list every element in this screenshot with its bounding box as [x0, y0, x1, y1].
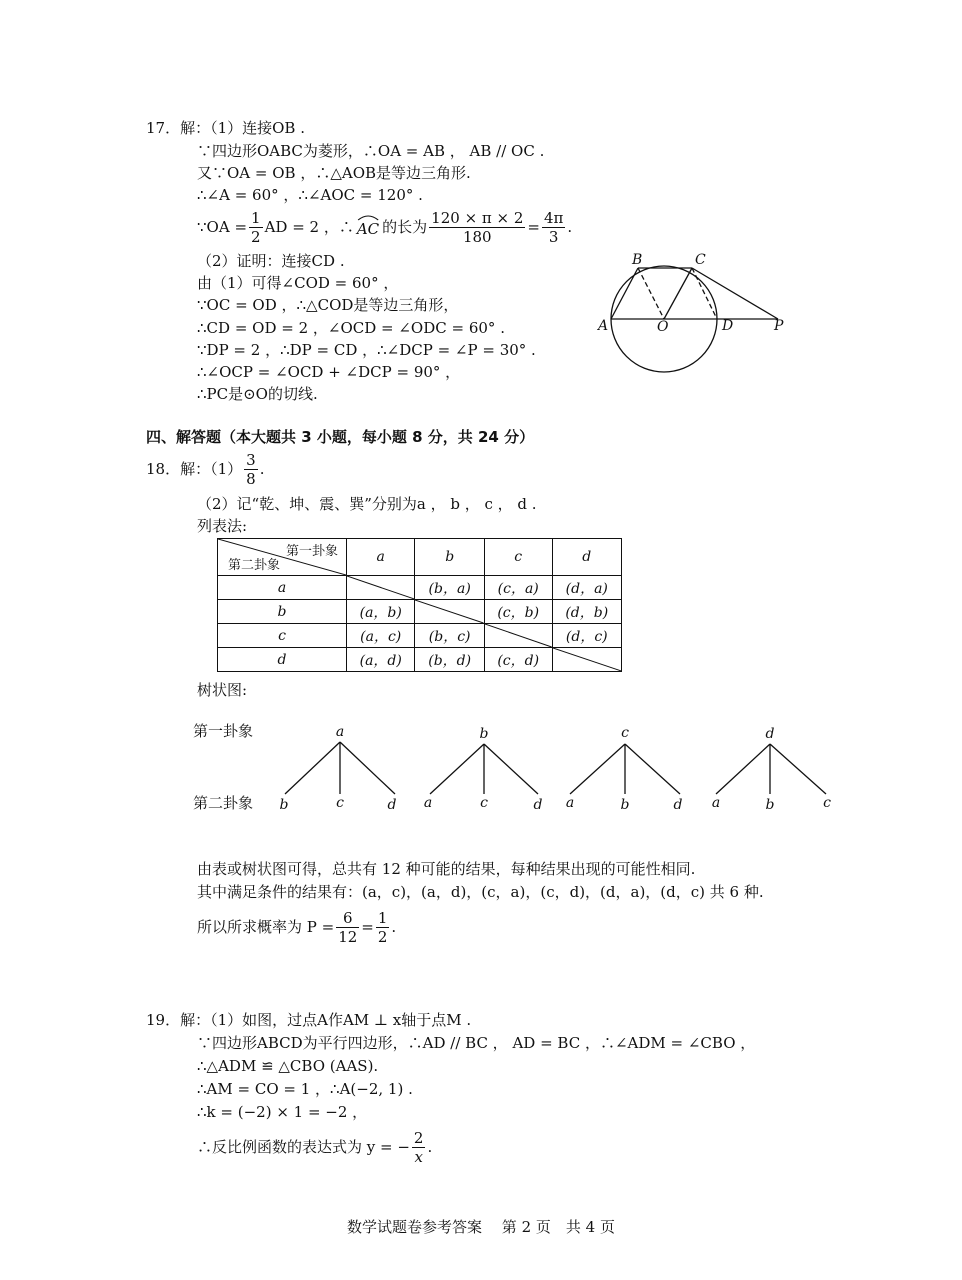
table-cell: (c，b): [484, 600, 552, 624]
table-header-top: 第一卦象: [285, 544, 338, 559]
table-row: [218, 600, 622, 624]
tree-leaf: c: [823, 795, 831, 811]
tree-diagram-title: 树状图:: [197, 681, 248, 699]
diagonal-line-icon: [347, 576, 414, 599]
tree-leaf: d: [673, 797, 683, 813]
table-col-header: a: [347, 539, 415, 576]
p19-line-1: 19．解：（1）如图，过点A作AM ⊥ x轴于点M .: [146, 1011, 472, 1029]
diagonal-line-icon: [485, 624, 552, 647]
circle-tangent-figure: [590, 248, 795, 380]
fraction-4pi-3: $\frac{4\pi}{3}$: [544, 208, 564, 246]
p17-line-5: [197, 205, 572, 249]
tree-leaf: a: [711, 795, 721, 811]
label-b: B: [632, 252, 643, 268]
tree-leaf: b: [620, 797, 630, 813]
table-col-header: c: [484, 539, 552, 576]
p18-l1-text: 18．解：（1）: [146, 460, 243, 478]
p19-l6-period: .: [427, 1138, 433, 1156]
p19-line-2: ∵四边形ABCD为平行四边形，∴AD // BC ， AD = BC ，∴∠ADM = ∠CBO ，: [197, 1034, 756, 1052]
p17-l5-text-b: AD = 2 ，∴: [264, 218, 354, 236]
diagonal-line-icon: [415, 600, 483, 623]
p18-l6-period: .: [391, 918, 397, 936]
tree-leaf: a: [565, 795, 575, 811]
tree-leaf: c: [480, 795, 488, 811]
p18-line-4: 由表或树状图可得，总共有 12 种可能的结果，每种结果出现的可能性相同.: [197, 860, 696, 878]
p17-line-3: 又∵OA = OB ，∴△AOB是等边三角形.: [197, 164, 471, 182]
arc-mark-icon: [357, 213, 379, 221]
fraction-arc-length: $\frac{120 \times \pi \times 2}{180}$: [431, 208, 524, 246]
p17-line-2: ∵四边形OABC为菱形，∴OA = AB ， AB // OC .: [197, 142, 545, 160]
segment-oc: [664, 268, 692, 319]
table-header-left: 第二卦象: [228, 558, 281, 573]
p17-l5-text-a: ∵OA =: [197, 218, 248, 236]
p17-l5-text-c: 的长为: [382, 218, 428, 236]
table-cell: (d，a): [552, 576, 621, 600]
p17-line-7: 由（1）可得∠COD = 60° ，: [197, 274, 399, 292]
tree-root-b: b: [479, 726, 489, 742]
table-cell-empty: [484, 624, 552, 648]
p18-line-1: [146, 450, 264, 488]
tree-root-a: a: [335, 724, 345, 740]
p17-line-9: ∴CD = OD = 2 ，∠OCD = ∠ODC = 60° .: [197, 319, 505, 337]
fraction-1-2: $\frac{1}{2}$: [377, 908, 388, 946]
table-row: [218, 624, 622, 648]
p17-line-6: （2）证明：连接CD .: [197, 252, 345, 270]
p19-line-6: [197, 1126, 432, 1168]
segment-ob-dashed: [638, 268, 664, 319]
tree-leaf: b: [279, 797, 289, 813]
tree-leaf: a: [423, 795, 433, 811]
segment-ab: [611, 268, 638, 319]
diagonal-line-icon: [553, 648, 621, 671]
table-cell: (b，d): [415, 648, 484, 672]
table-col-header: d: [552, 539, 621, 576]
tree-second-level-label: 第二卦象: [193, 794, 254, 812]
p17-line-11: ∴∠OCP = ∠OCD + ∠DCP = 90° ，: [197, 363, 461, 381]
fraction-3-8: $\frac{3}{8}$: [246, 450, 256, 488]
table-cell: (d，c): [552, 624, 621, 648]
p19-line-3: ∴△ADM ≌ △CBO (AAS).: [197, 1057, 379, 1075]
page-footer: 数学试题卷参考答案 第 2 页 共 4 页: [347, 1218, 615, 1236]
label-o: O: [657, 319, 669, 335]
arc-ac: AC: [357, 215, 379, 239]
table-cell: (a，d): [347, 648, 415, 672]
tree-leaf: d: [533, 797, 543, 813]
table-cell-empty: [415, 600, 484, 624]
table-cell: (c，a): [484, 576, 552, 600]
table-cell-empty: [347, 576, 415, 600]
p17-line-10: ∵DP = 2 ，∴DP = CD ，∴∠DCP = ∠P = 30° .: [197, 341, 536, 359]
label-p: P: [774, 318, 784, 334]
tree-diagram: [270, 718, 840, 818]
tree-root-d: d: [765, 726, 775, 742]
outcome-table: [217, 538, 622, 672]
label-c: C: [695, 252, 706, 268]
table-cell: (b，c): [415, 624, 484, 648]
p19-l6-text: ∴反比例函数的表达式为 y = −: [197, 1138, 410, 1156]
label-a: A: [598, 318, 609, 334]
tree-root-c: c: [621, 725, 629, 741]
tree-leaf: c: [336, 795, 344, 811]
p17-line-12: ∴PC是⊙O的切线.: [197, 385, 318, 403]
p18-l6-text: 所以所求概率为 P =: [197, 918, 335, 936]
table-cell-empty: [552, 648, 621, 672]
section-4-heading: 四、解答题（本大题共 3 小题，每小题 8 分，共 24 分）: [146, 428, 535, 446]
fraction-6-12: $\frac{6}{12}$: [338, 908, 358, 946]
p18-l1-period: .: [259, 460, 265, 478]
table-cell: (d，b): [552, 600, 621, 624]
p17-line-8: ∵OC = OD ，∴△COD是等边三角形，: [197, 296, 459, 314]
p19-line-4: ∴AM = CO = 1 ，∴A(−2, 1) .: [197, 1080, 413, 1098]
tree-leaf: d: [387, 797, 397, 813]
table-row-label: b: [218, 600, 347, 624]
table-cell: (a，b): [347, 600, 415, 624]
p18-line-6: [197, 906, 396, 948]
p17-line-4: ∴∠A = 60° ，∴∠AOC = 120° .: [197, 186, 423, 204]
p18-line-3: 列表法:: [197, 517, 248, 535]
table-row-label: a: [218, 576, 347, 600]
table-cell: (b，a): [415, 576, 484, 600]
fraction-half: $\frac{1}{2}$: [251, 208, 261, 246]
p18-line-2: （2）记“乾、坤、震、巽”分别为a ， b ， c ， d .: [197, 495, 537, 513]
table-row-label: c: [218, 624, 347, 648]
p17-l5-text-e: .: [567, 218, 573, 236]
p18-l6-equals: =: [361, 918, 374, 936]
table-row-label: d: [218, 648, 347, 672]
table-col-header: b: [415, 539, 484, 576]
table-header-row: [218, 539, 622, 576]
p17-l5-text-d: =: [527, 218, 540, 236]
table-cell: (a，c): [347, 624, 415, 648]
fraction-2-x: $\frac{2}{x}$: [413, 1128, 424, 1166]
tree-first-level-label: 第一卦象: [193, 722, 254, 740]
p19-line-5: ∴k = (−2) × 1 = −2 ，: [197, 1103, 368, 1121]
table-row: [218, 576, 622, 600]
tree-leaf: b: [765, 797, 775, 813]
table-row: [218, 648, 622, 672]
p18-line-5: 其中满足条件的结果有：(a，c)，(a，d)，(c，a)，(c，d)，(d，a)，(d，c) 共 6 种.: [197, 883, 764, 901]
label-d: D: [722, 318, 734, 334]
table-cell: (c，d): [484, 648, 552, 672]
p17-line-1: 17．解：（1）连接OB .: [146, 119, 305, 137]
table-corner-cell: [218, 539, 347, 576]
